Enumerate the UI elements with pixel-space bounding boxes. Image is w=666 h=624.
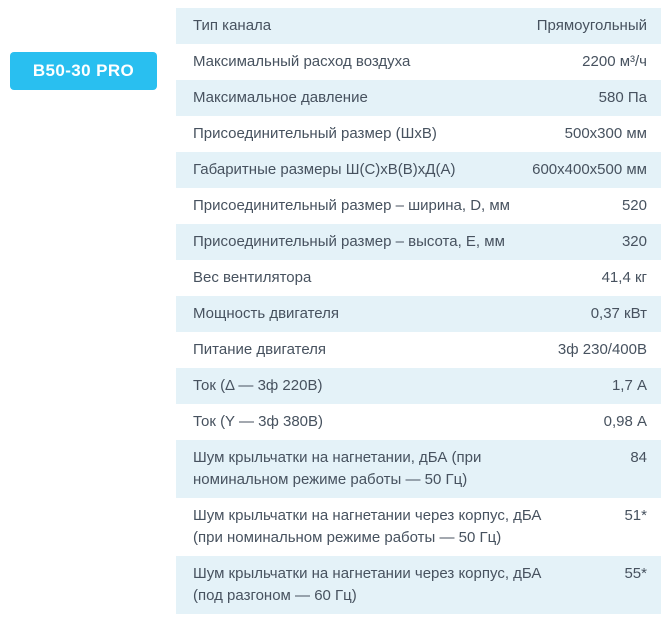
spec-label: Присоединительный размер (ШхВ) bbox=[193, 125, 437, 142]
spec-value: 1,7 А bbox=[611, 377, 647, 394]
spec-value: 580 Па bbox=[598, 89, 647, 106]
table-row bbox=[176, 188, 661, 224]
spec-value: 600х400х500 мм bbox=[532, 161, 647, 178]
spec-value: 320 bbox=[621, 233, 647, 250]
table-row bbox=[176, 556, 661, 614]
spec-label: Присоединительный размер – ширина, D, мм bbox=[193, 197, 510, 214]
spec-value: 0,98 А bbox=[603, 413, 647, 430]
table-row bbox=[176, 440, 661, 498]
table-row bbox=[176, 260, 661, 296]
product-model-badge[interactable]: B50-30 PRO bbox=[10, 52, 157, 90]
spec-label: Ток (Δ — 3ф 220В) bbox=[193, 377, 323, 394]
table-row bbox=[176, 116, 661, 152]
spec-label: Максимальное давление bbox=[193, 89, 368, 106]
table-row bbox=[176, 498, 661, 556]
table-row bbox=[176, 224, 661, 260]
spec-label: Максимальный расход воздуха bbox=[193, 53, 411, 70]
spec-value: 55* bbox=[624, 565, 647, 582]
table-row bbox=[176, 152, 661, 188]
spec-label: Ток (Y — 3ф 380В) bbox=[193, 413, 324, 430]
spec-label: Присоединительный размер – высота, E, мм bbox=[193, 233, 505, 250]
table-row bbox=[176, 332, 661, 368]
table-row bbox=[176, 8, 661, 44]
spec-label: Габаритные размеры Ш(С)хВ(В)хД(А) bbox=[193, 161, 456, 178]
spec-table bbox=[176, 8, 661, 614]
spec-label: Вес вентилятора bbox=[193, 269, 312, 286]
table-row bbox=[176, 296, 661, 332]
spec-value: 41,4 кг bbox=[601, 269, 647, 286]
spec-label: Мощность двигателя bbox=[193, 305, 340, 322]
spec-label: Тип канала bbox=[193, 17, 272, 34]
spec-value: 51* bbox=[624, 507, 647, 524]
spec-label: Питание двигателя bbox=[193, 341, 327, 358]
spec-label: Шум крыльчатки на нагнетании через корпус, дБА (при номинальном режиме работы — 50 Гц) bbox=[193, 507, 542, 546]
table-row bbox=[176, 368, 661, 404]
spec-value: 520 bbox=[621, 197, 647, 214]
spec-value: 84 bbox=[630, 449, 647, 466]
spec-value: 500х300 мм bbox=[564, 125, 647, 142]
spec-value: 2200 м³/ч bbox=[582, 53, 647, 70]
spec-value: 3ф 230/400В bbox=[557, 341, 647, 358]
spec-value: 0,37 кВт bbox=[590, 305, 647, 322]
spec-label: Шум крыльчатки на нагнетании, дБА (при номинальном режиме работы — 50 Гц) bbox=[193, 449, 482, 488]
spec-label: Шум крыльчатки на нагнетании через корпус, дБА (под разгоном — 60 Гц) bbox=[193, 565, 542, 604]
spec-value: Прямоугольный bbox=[536, 17, 647, 34]
table-row bbox=[176, 44, 661, 80]
table-row bbox=[176, 404, 661, 440]
table-row bbox=[176, 80, 661, 116]
